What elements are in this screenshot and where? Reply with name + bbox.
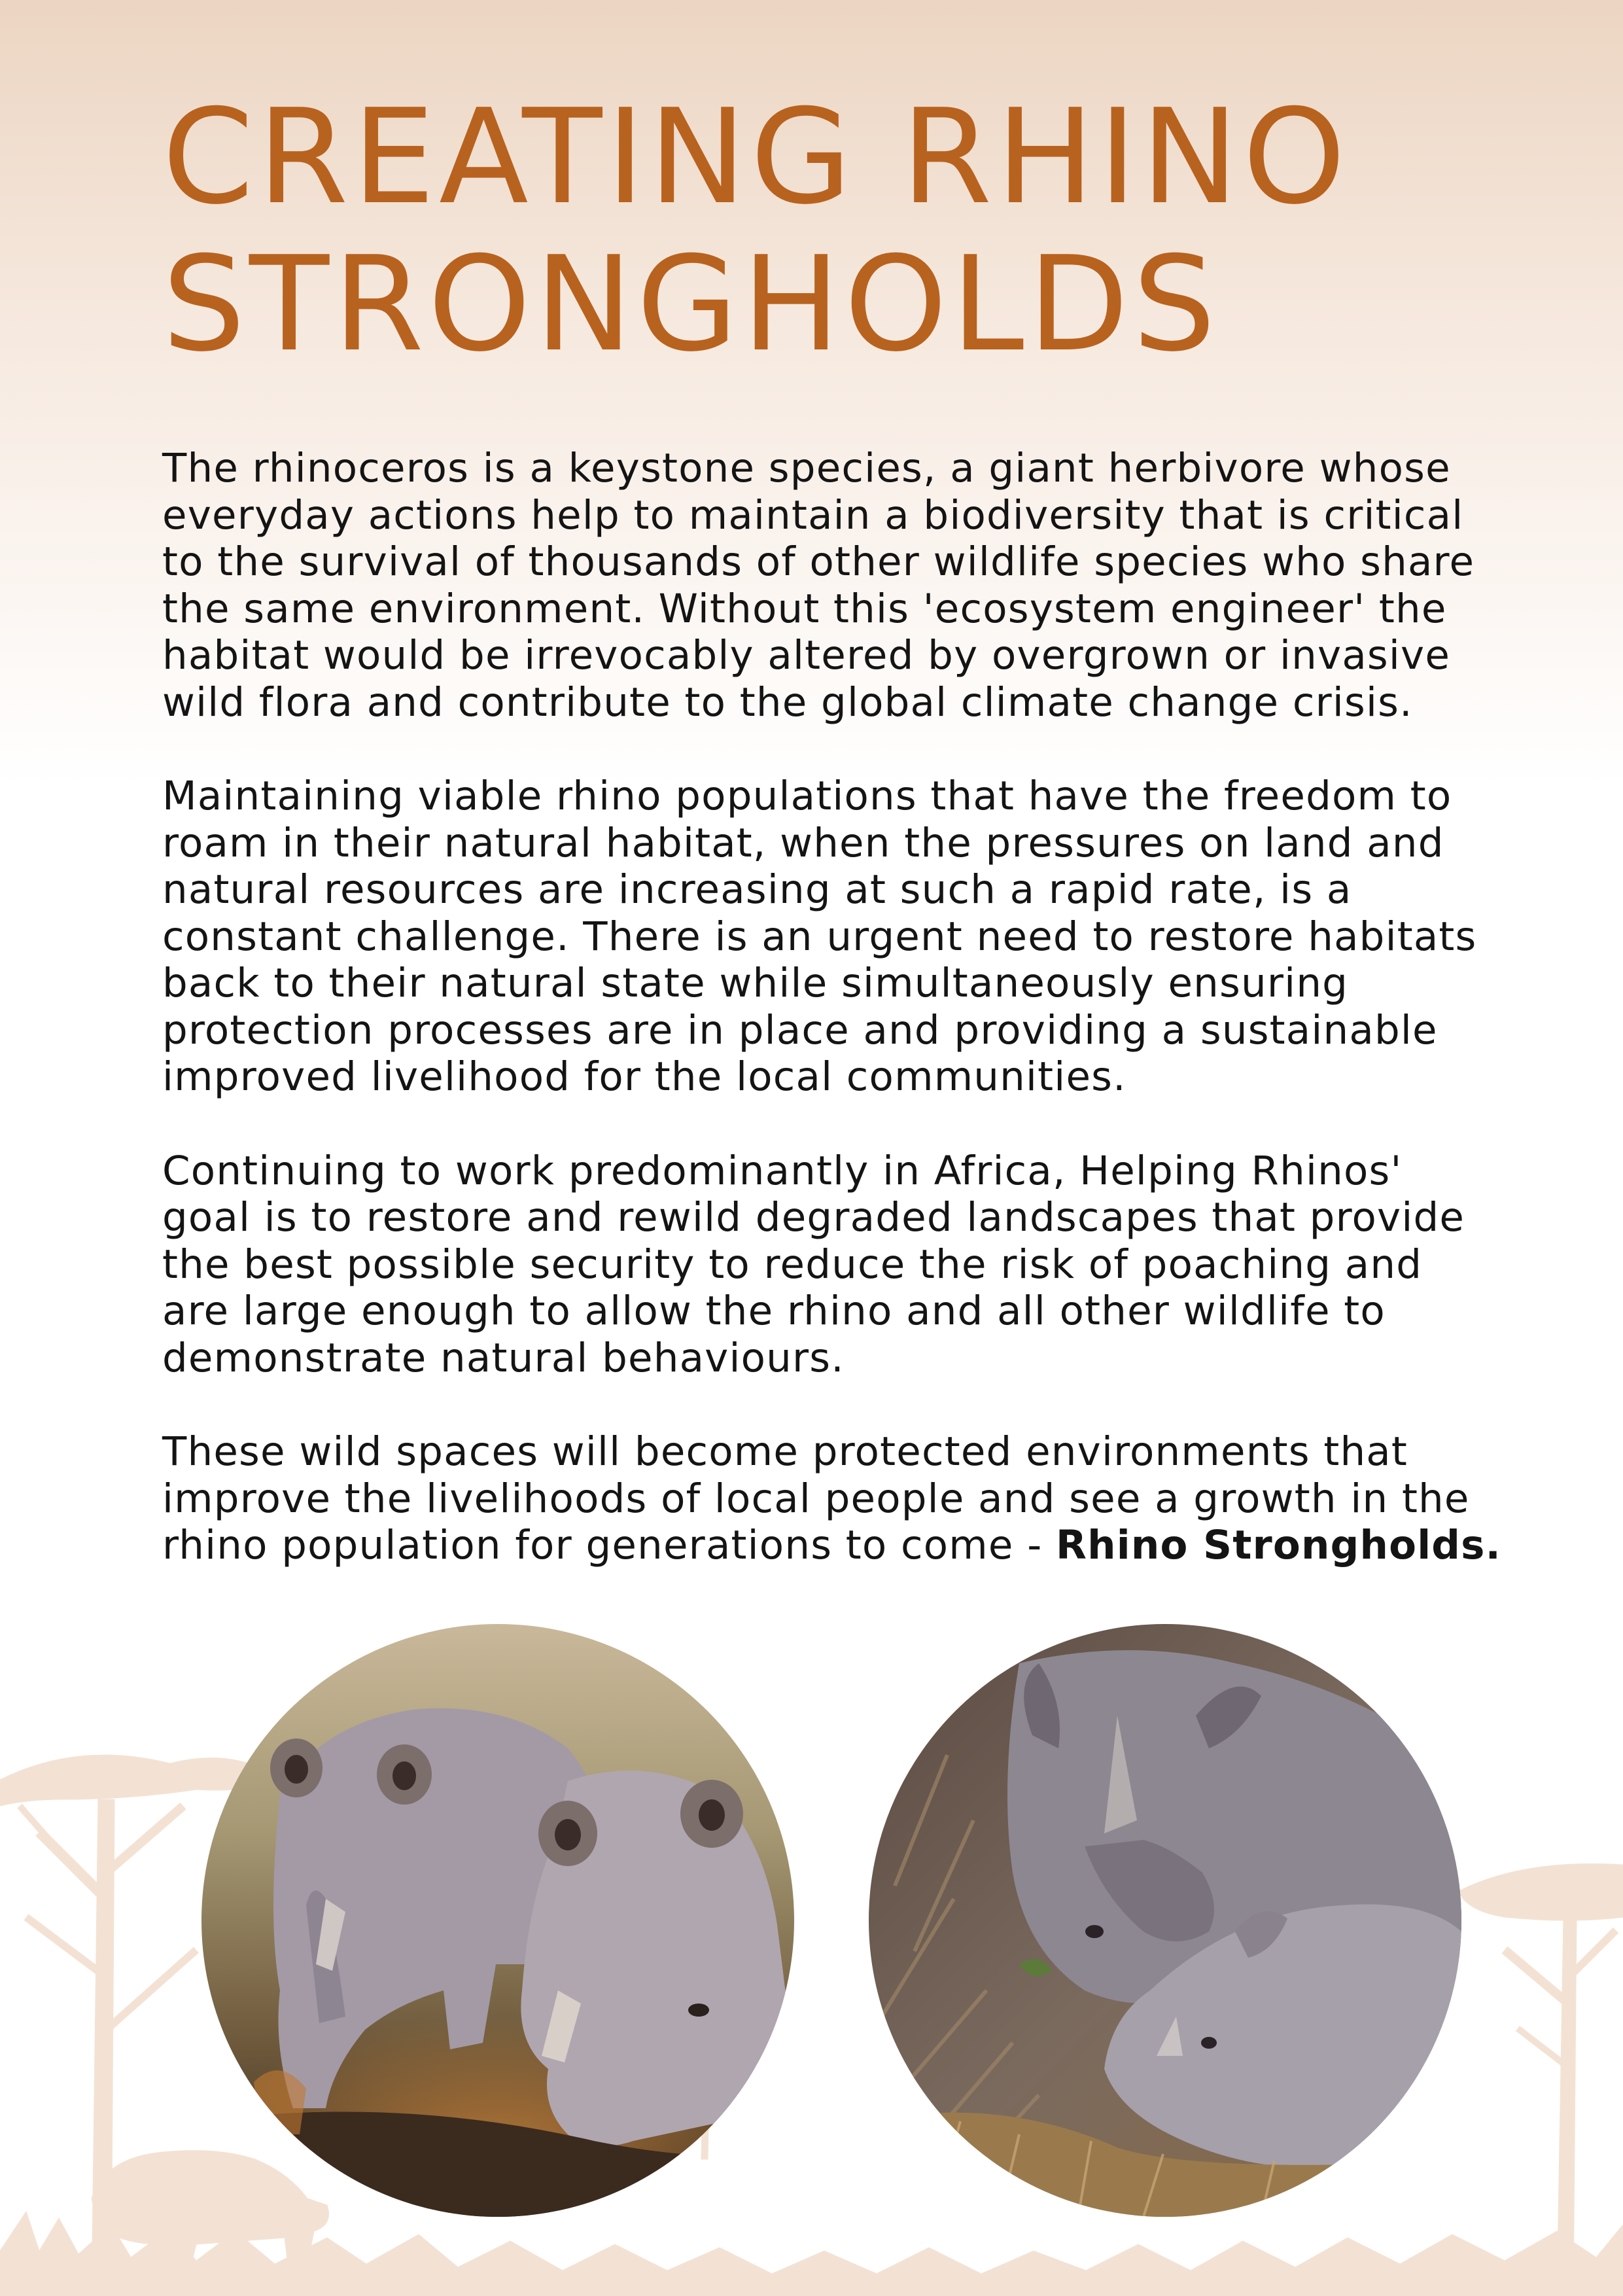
text-line: [162, 1522, 1502, 1569]
text-line: improved livelihood for the local communities.: [162, 1053, 1126, 1100]
text-line: everyday actions help to maintain a biodiversity that is critical: [162, 491, 1464, 539]
paragraph-rhino-strongholds: [162, 1428, 1502, 1569]
rhino-strongholds-emphasis: Rhino Strongholds.: [1056, 1522, 1502, 1568]
black-rhino-mother-and-calf-photo: [869, 1624, 1461, 2217]
text-line: to the survival of thousands of other wildlife species who share: [162, 539, 1475, 585]
paragraph-viable-populations: [162, 773, 1497, 1101]
text-line: improve the livelihoods of local people and see a growth in the: [162, 1475, 1470, 1522]
title-line: CREATING RHINO: [162, 81, 1350, 234]
text-line: wild flora and contribute to the global climate change crisis.: [162, 679, 1413, 726]
text-line: back to their natural state while simultaneously ensuring: [162, 960, 1349, 1006]
paragraph-keystone-species: [162, 445, 1497, 726]
text-line: protection processes are in place and providing a sustainable: [162, 1006, 1438, 1053]
text-line: are large enough to allow the rhino and all other wildlife to: [162, 1288, 1386, 1334]
text-line-start: rhino population for generations to come -: [162, 1522, 1056, 1568]
two-white-rhinos-grazing-photo: [201, 1624, 794, 2217]
paragraph-helping-rhinos-goal: [162, 1148, 1497, 1382]
text-line: habitat would be irrevocably altered by overgrown or invasive: [162, 632, 1451, 679]
page-title: [162, 81, 1471, 381]
text-line: Maintaining viable rhino populations that have the freedom to: [162, 773, 1452, 819]
text-line: goal is to restore and rewild degraded landscapes that provide: [162, 1194, 1465, 1241]
text-line: the same environment. Without this 'ecosystem engineer' the: [162, 585, 1447, 632]
article-body: [162, 445, 1502, 1616]
text-line: the best possible security to reduce the risk of poaching and: [162, 1241, 1423, 1288]
text-line: constant challenge. There is an urgent need to restore habitats: [162, 913, 1477, 960]
text-line: Continuing to work predominantly in Africa, Helping Rhinos': [162, 1147, 1403, 1194]
text-line: These wild spaces will become protected environments that: [162, 1428, 1408, 1475]
title-line: STRONGHOLDS: [162, 228, 1220, 381]
text-line: The rhinoceros is a keystone species, a giant herbivore whose: [162, 445, 1451, 491]
text-line: natural resources are increasing at such a rapid rate, is a: [162, 866, 1352, 913]
text-line: demonstrate natural behaviours.: [162, 1334, 845, 1381]
text-line: roam in their natural habitat, when the pressures on land and: [162, 819, 1444, 866]
